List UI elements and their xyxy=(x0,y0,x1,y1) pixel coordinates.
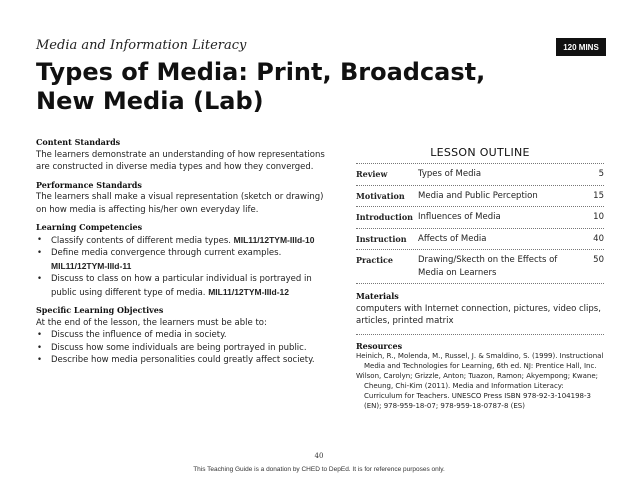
list-item xyxy=(36,247,336,273)
outline-minutes: 15 xyxy=(593,190,604,201)
outline-row xyxy=(356,250,604,284)
materials-section xyxy=(356,284,604,335)
performance-standards-heading: Performance Standards xyxy=(36,179,142,190)
content-standards-text: The learners demonstrate an understanding of how representations are constructed in diverse media types and how they converged. xyxy=(36,149,325,172)
outline-label: Review xyxy=(356,169,388,179)
outline-activity: Influences of Media xyxy=(418,212,501,222)
resources-heading: Resources xyxy=(356,340,403,351)
learning-competencies-heading: Learning Competencies xyxy=(36,222,143,232)
specific-objectives-intro: At the end of the lesson, the learners must be able to: xyxy=(36,317,267,328)
lesson-title: Types of Media: Print, Broadcast, New Media (Lab) xyxy=(36,58,486,115)
outline-row xyxy=(356,164,604,186)
outline-activity: Affects of Media xyxy=(418,233,487,244)
content-standards-heading: Content Standards xyxy=(36,137,121,147)
footer-note: This Teaching Guide is a donation by CHED to DepEd. It is for reference purposes only. xyxy=(193,466,445,473)
outline-row xyxy=(356,186,604,208)
competency-text: Define media convergence through current examples. xyxy=(51,248,282,258)
specific-objectives-list xyxy=(36,329,336,367)
subject-title: Media and Information Literacy xyxy=(36,38,247,53)
materials-text: computers with Internet connection, pictures, video clips, articles, printed matrix xyxy=(356,303,601,326)
list-item xyxy=(36,342,336,355)
outline-row xyxy=(356,229,604,251)
bullet-icon: • xyxy=(37,342,43,353)
objective-text: Describe how media personalities could greatly affect society. xyxy=(51,355,315,365)
objective-text: Discuss the influence of media in society. xyxy=(51,330,227,340)
left-column xyxy=(36,136,336,367)
learning-competencies-list xyxy=(36,234,336,300)
competency-code: MIL11/12TYM-IIId-10 xyxy=(233,234,315,245)
right-column xyxy=(356,146,604,411)
outline-activity: Drawing/Skecth on the Effects of Media on Learners xyxy=(418,255,558,278)
list-item xyxy=(36,273,336,299)
competency-code: MIL11/12TYM-IIId-11 xyxy=(51,260,132,271)
outline-label: Introduction xyxy=(356,212,413,222)
outline-minutes: 50 xyxy=(593,255,604,265)
duration-badge: 120 MINS xyxy=(556,38,606,56)
bullet-icon: • xyxy=(37,234,43,245)
outline-activity: Media and Public Perception xyxy=(418,190,538,201)
outline-label: Practice xyxy=(356,255,393,265)
outline-minutes: 5 xyxy=(598,169,604,179)
bullet-icon: • xyxy=(37,248,43,258)
objective-text: Discuss how some individuals are being portrayed in public. xyxy=(51,342,307,353)
materials-heading: Materials xyxy=(356,291,399,301)
resource-entry: Heinich, R., Molenda, M., Russel, J. & Smaldino, S. (1999). Instructional Media and Technologies for Learning, 6th ed. NJ: Prentice Hall, Inc. xyxy=(356,351,604,370)
outline-row xyxy=(356,207,604,229)
outline-minutes: 10 xyxy=(593,212,604,222)
competency-text: Discuss to class on how a particular individual is portrayed in public using different type of media. xyxy=(51,274,312,298)
list-item xyxy=(36,354,336,367)
bullet-icon: • xyxy=(37,330,43,340)
outline-minutes: 40 xyxy=(593,233,604,244)
page-number: 40 xyxy=(314,452,324,460)
list-item xyxy=(36,329,336,342)
competency-code: MIL11/12TYM-IIId-12 xyxy=(208,286,289,297)
bullet-icon: • xyxy=(37,355,43,365)
list-item xyxy=(36,234,336,248)
competency-text: Classify contents of different media types. xyxy=(51,235,234,246)
outline-label: Motivation xyxy=(356,190,405,201)
resource-entry: Wilson, Carolyn; Grizzle, Anton; Tuazon, Ramon; Akyempong; Kwane; Cheung, Chi-Kim (2011). Media and Information Literacy: Curriculum for Teachers. UNESCO Press ISBN 978-92-3-104198-3 (EN); 978-959-18-07; 978-959-18-0787-8 (ES) xyxy=(356,371,598,410)
outline-label: Instruction xyxy=(356,233,407,244)
resources-section xyxy=(356,335,604,411)
specific-objectives-heading: Specific Learning Objectives xyxy=(36,305,164,315)
bullet-icon: • xyxy=(37,274,43,284)
lesson-outline-title: LESSON OUTLINE xyxy=(356,146,604,164)
outline-activity: Types of Media xyxy=(418,169,482,179)
performance-standards-text: The learners shall make a visual representation (sketch or drawing) on how media is affecting his/her own everyday life. xyxy=(36,192,324,215)
